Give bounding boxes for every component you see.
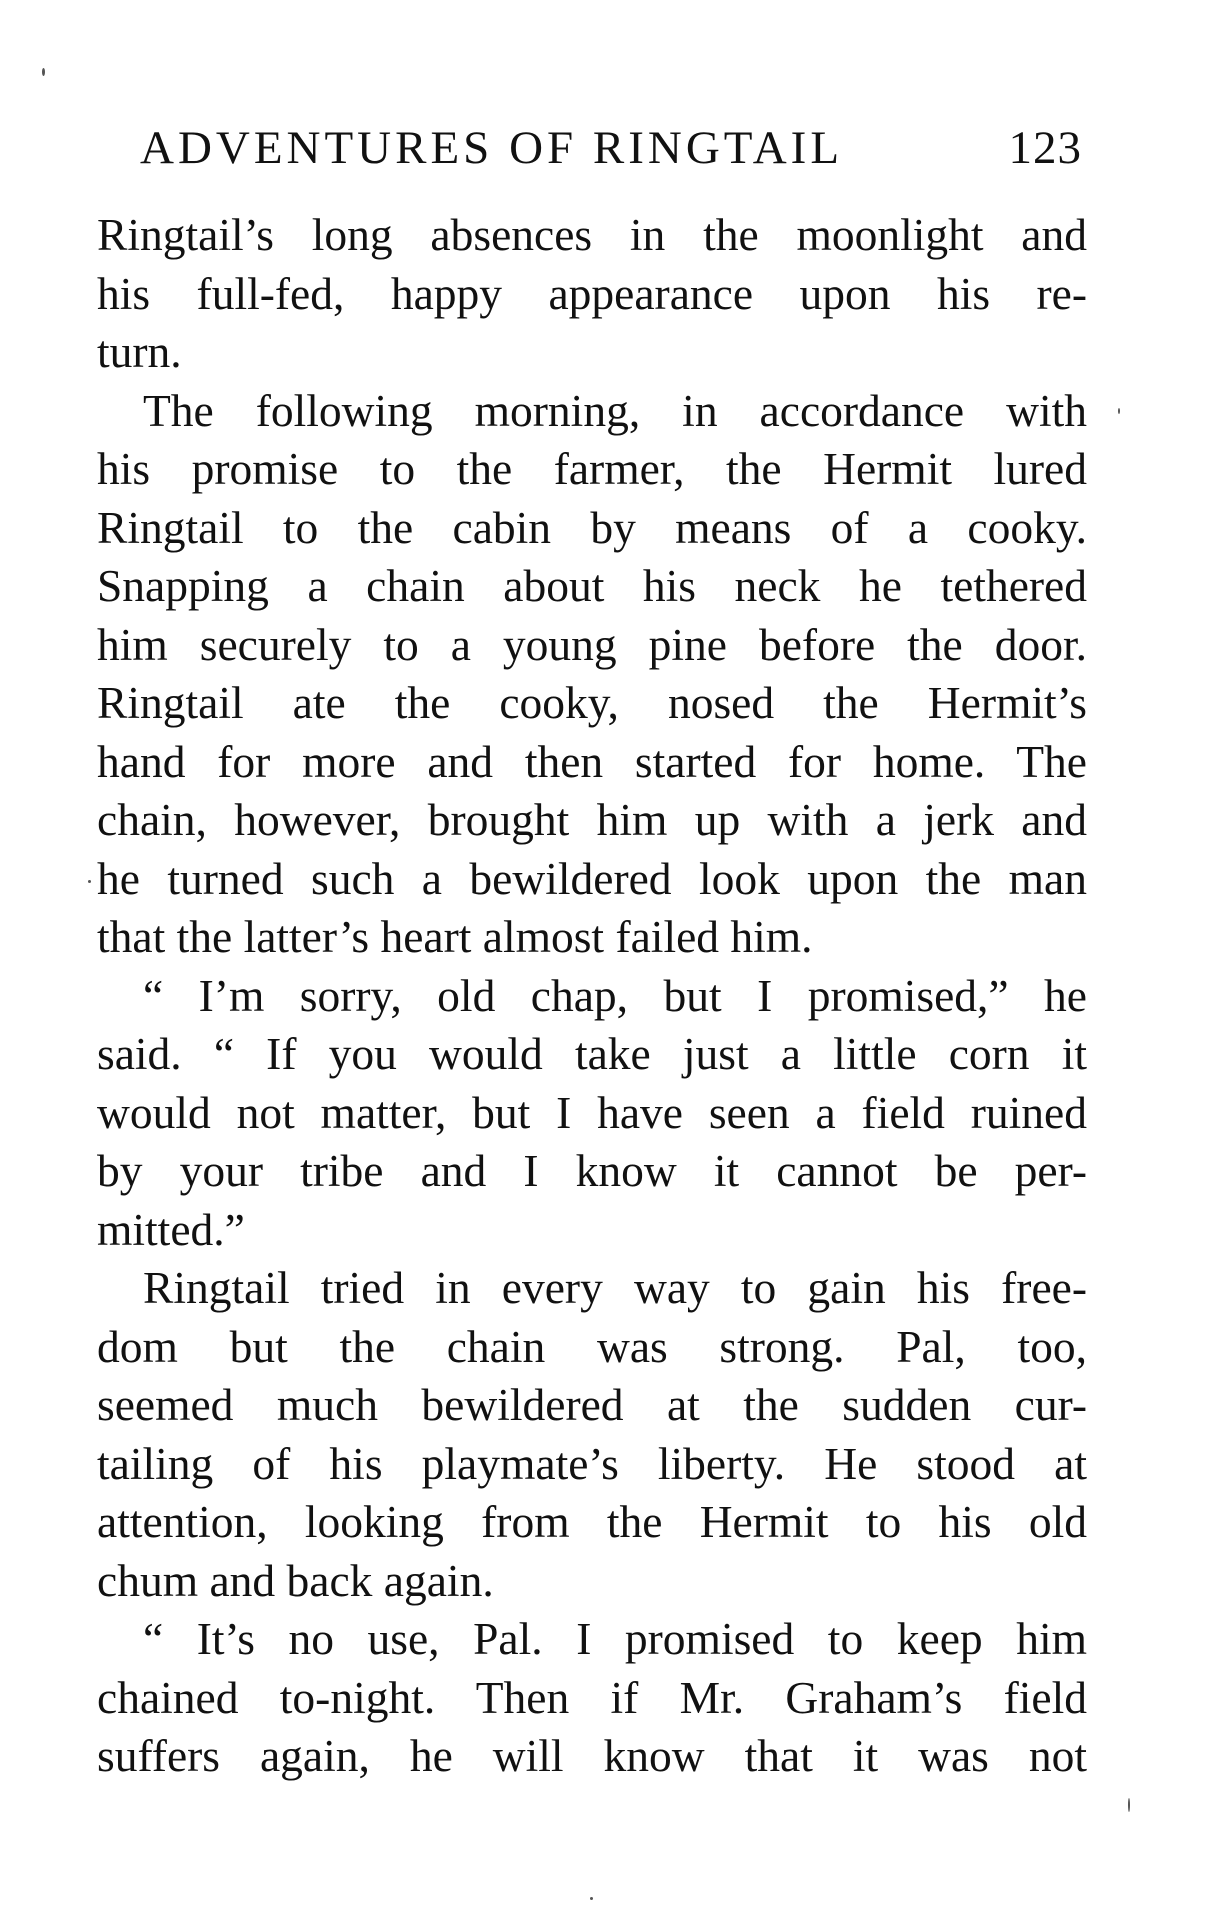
text-line: would not matter, but I have seen a field ruined <box>97 1086 1087 1138</box>
text-line: his full-fed, happy appearance upon his re- <box>97 267 1087 319</box>
text-line: chum and back again. <box>97 1554 494 1606</box>
text-line: chained to-night. Then if Mr. Graham’s field <box>97 1671 1087 1723</box>
text-line: dom but the chain was strong. Pal, too, <box>97 1320 1087 1372</box>
text-line: The following morning, in accordance with <box>143 384 1087 436</box>
text-line: “ It’s no use, Pal. I promised to keep him <box>143 1613 1087 1664</box>
text-line: he turned such a bewildered look upon the man <box>97 852 1087 904</box>
text-line: said. “ If you would take just a little corn it <box>97 1028 1087 1079</box>
scan-speck <box>42 68 45 76</box>
scan-speck <box>590 1897 593 1900</box>
text-line: Ringtail tried in every way to gain his free- <box>143 1262 1087 1313</box>
text-line: chain, however, brought him up with a jerk and <box>97 794 1087 845</box>
text-line: his promise to the farmer, the Hermit lured <box>97 443 1087 494</box>
page-number: 123 <box>1008 122 1082 174</box>
text-line: Snapping a chain about his neck he tethered <box>97 560 1087 611</box>
text-line: him securely to a young pine before the door. <box>97 618 1087 670</box>
text-line: “ I’m sorry, old chap, but I promised,” he <box>143 969 1087 1021</box>
text-line: suffers again, he will know that it was not <box>97 1730 1087 1781</box>
running-title: ADVENTURES OF RINGTAIL <box>140 122 844 174</box>
text-line: that the latter’s heart almost failed him. <box>97 911 813 962</box>
text-line: hand for more and then started for home. The <box>97 735 1087 787</box>
text-line: tailing of his playmate’s liberty. He stood at <box>97 1437 1087 1489</box>
text-line: mitted.” <box>97 1203 245 1255</box>
text-line: Ringtail to the cabin by means of a cooky. <box>97 501 1087 553</box>
scan-speck <box>1118 408 1120 414</box>
text-line: by your tribe and I know it cannot be per- <box>97 1145 1087 1196</box>
text-line: Ringtail ate the cooky, nosed the Hermit’s <box>97 677 1087 728</box>
text-line: attention, looking from the Hermit to his old <box>97 1496 1087 1547</box>
text-line: Ringtail’s long absences in the moonlight and <box>97 209 1087 260</box>
body-text <box>97 206 1087 1786</box>
scan-speck <box>88 880 91 883</box>
running-header <box>140 118 1082 178</box>
text-line: seemed much bewildered at the sudden cur- <box>97 1379 1087 1430</box>
scan-speck <box>1128 1798 1130 1812</box>
text-line: turn. <box>97 326 182 377</box>
